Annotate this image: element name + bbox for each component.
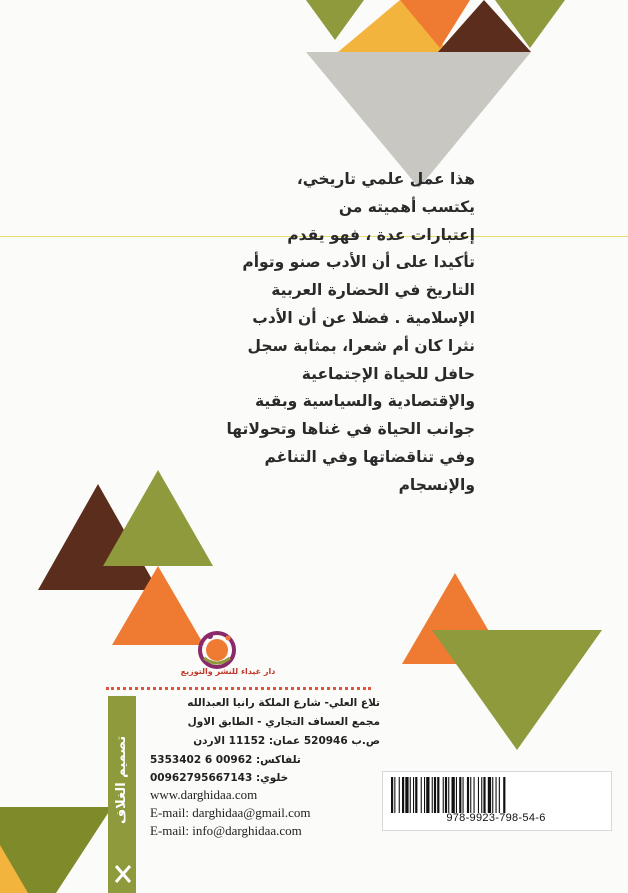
left-olive-triangle xyxy=(103,470,213,566)
barcode-bar xyxy=(496,777,497,813)
website-link[interactable]: www.darghidaa.com xyxy=(150,787,258,802)
blurb-line: نثرا كان أم شعرا، بمثابة سجل xyxy=(247,336,475,355)
designer-mark-icon xyxy=(113,862,133,886)
barcode-bar xyxy=(456,777,457,813)
barcode-bar xyxy=(443,777,444,813)
barcode-bar xyxy=(478,777,479,813)
blurb-line: تأكيدا على أن الأدب صنو وتوأم xyxy=(242,253,475,272)
address-line: تلاع العلي- شارع الملكة رانيا العبدالله xyxy=(187,697,380,709)
barcode-bar xyxy=(483,777,485,813)
barcode-bar xyxy=(410,777,411,813)
barcode-bar xyxy=(413,777,414,813)
isbn-number: 978-9923-798-54-6 xyxy=(446,812,546,824)
mobile-line: خلوي: 00962795667143 xyxy=(150,772,289,784)
blurb-line: والإنسجام xyxy=(398,475,475,494)
blurb-line: الإسلامية . فضلا عن أن الأدب xyxy=(252,308,475,327)
barcode-bar xyxy=(432,777,433,813)
blurb-line: والإقتصادية والسياسية وبقية xyxy=(254,392,475,411)
barcode-bar xyxy=(405,777,408,813)
ghaidaa-logo-icon xyxy=(190,628,244,672)
blurb-line: هذا عمل علمي تاريخي، xyxy=(296,170,475,188)
blurb-line: التاريخ في الحضارة العربية xyxy=(271,281,475,300)
barcode-bar xyxy=(415,777,417,813)
blurb-line: حافل للحياة الإجتماعية xyxy=(301,364,475,383)
barcode-bar xyxy=(488,777,491,813)
barcode-bar xyxy=(463,777,464,813)
email-link[interactable]: E-mail: info@darghidaa.com xyxy=(150,823,302,838)
blurb-line: يكتسب أهميته من xyxy=(338,197,475,216)
blurb-line: جوانب الحياة في غناها وتحولاتها xyxy=(226,420,475,439)
publisher-name: دار غيداء للنشر والتوزيع xyxy=(180,667,276,676)
blurb-line: إعتبارات عدة ، فهو يقدم xyxy=(287,225,475,244)
barcode-bar xyxy=(434,777,436,813)
dotted-divider xyxy=(106,687,371,690)
top-olive-triangle-left xyxy=(306,0,364,40)
barcode-icon xyxy=(391,777,601,813)
barcode-bar xyxy=(448,777,449,813)
address-line: مجمع العساف التجاري - الطابق الاول xyxy=(187,716,380,728)
barcode-bar xyxy=(499,777,500,813)
right-olive-triangle xyxy=(432,630,602,750)
blurb-line: وفي تناقضاتها وفي التناغم xyxy=(264,447,475,466)
barcode-bar xyxy=(437,777,439,813)
barcode-bar xyxy=(481,777,482,813)
barcode-bar xyxy=(503,777,505,813)
barcode-bar xyxy=(445,777,447,813)
barcode-bar xyxy=(424,777,425,813)
barcode-bar xyxy=(426,777,429,813)
barcode-bar xyxy=(452,777,455,813)
back-cover-blurb xyxy=(205,166,475,500)
barcode-bar xyxy=(492,777,493,813)
barcode-bar xyxy=(470,777,471,813)
barcode-bar xyxy=(474,777,475,813)
telefax-line: تلفاكس: 00962 6 5353402 xyxy=(150,754,301,766)
email-link[interactable]: E-mail: darghidaa@gmail.com xyxy=(150,805,311,820)
barcode-bar xyxy=(459,777,461,813)
barcode-bar xyxy=(421,777,422,813)
barcode-bar xyxy=(394,777,395,813)
barcode-bar xyxy=(402,777,404,813)
barcode-bar xyxy=(399,777,400,813)
barcode-bar xyxy=(391,777,393,813)
cover-credit-label: تصميم الغلاف xyxy=(114,735,129,825)
barcode-bar xyxy=(467,777,469,813)
address-line: ص.ب 520946 عمان: 11152 الاردن xyxy=(193,735,380,747)
